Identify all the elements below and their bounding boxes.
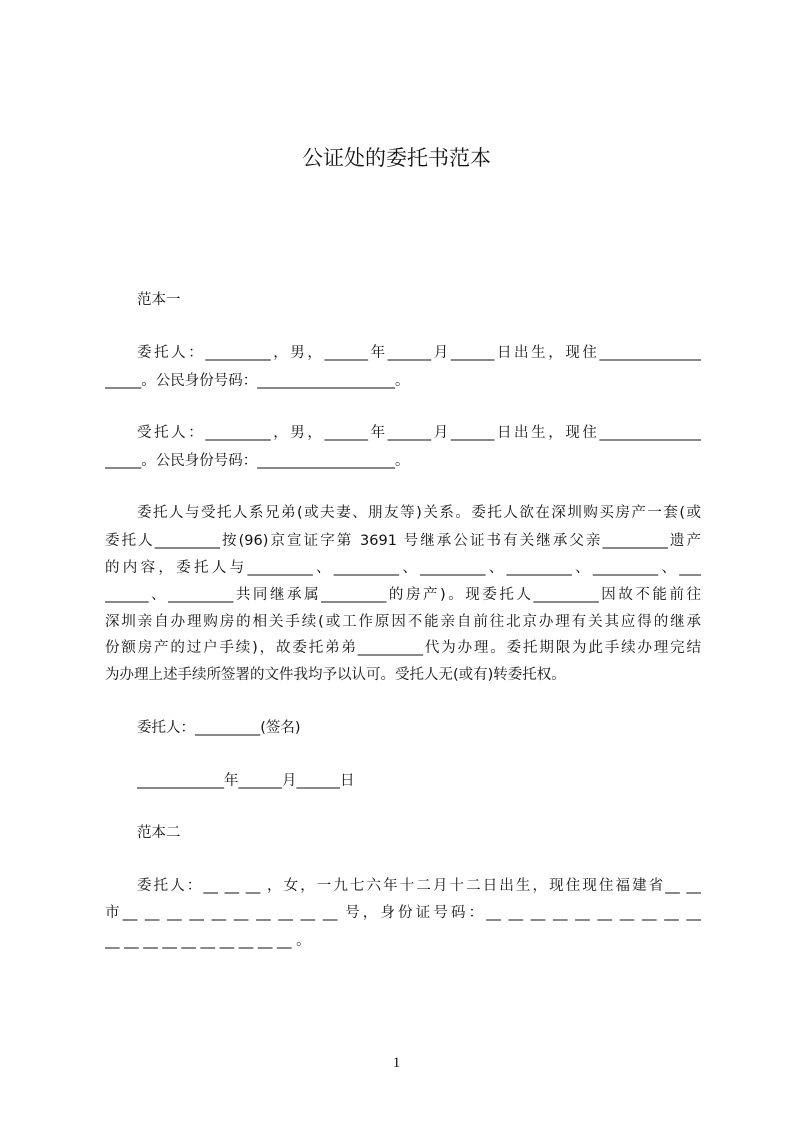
page-number: 1 [392, 1055, 401, 1071]
text-line: 委托人_________按(96)京宣证字第 3691 号继承公证书有关继承父亲_________遗产 [105, 533, 701, 549]
section-heading: 范本一 [137, 292, 181, 308]
text-line: 深圳亲自办理购房的相关手续(或工作原因不能亲自前往北京办理有关其应得的继承 [105, 614, 701, 630]
text-line: 市__ __ __ __ __ __ __ __ __ __ 号，身份证号码：__ __ __ __ __ __ __ __ __ __ [105, 905, 701, 921]
text-line: 委托人：__ __ __ ，女，一九七六年十二月十二日出生，现住现住福建省__ __ [137, 878, 701, 894]
text-line: 为办理上述手续所签署的文件我均予以认可。受托人无(或有)转委托权。 [105, 667, 566, 683]
date-line: ____________年______月______日 [137, 773, 355, 789]
signature-line: 委托人：_________(签名) [137, 720, 301, 736]
text-line: _____。公民身份号码：___________________。 [105, 453, 410, 469]
text-line: _____。公民身份号码：___________________。 [105, 373, 410, 389]
text-line: __ __ __ __ __ __ __ __ __ __ 。 [105, 933, 311, 949]
text-line: 委托人与受托人系兄弟(或夫妻、朋友等)关系。委托人欲在深圳购买房产一套(或 [137, 505, 701, 521]
text-line: 份额房产的过户手续)，故委托弟弟_________代为办理。委托期限为此手续办理完结 [105, 640, 701, 656]
text-line: ______、_________共同继承属_________的房产)。现委托人_________因故不能前往 [105, 587, 701, 603]
text-line: 受托人：_________，男，______年______月______日出生，现住______________ [137, 425, 701, 441]
text-line: 委托人：_________，男，______年______月______日出生，现住______________ [137, 345, 701, 361]
document-title: 公证处的委托书范本 [302, 146, 491, 170]
section-heading: 范本二 [137, 825, 181, 841]
text-line: 的内容，委托人与_________、_________、_________、_________、_________、___ [105, 560, 701, 576]
